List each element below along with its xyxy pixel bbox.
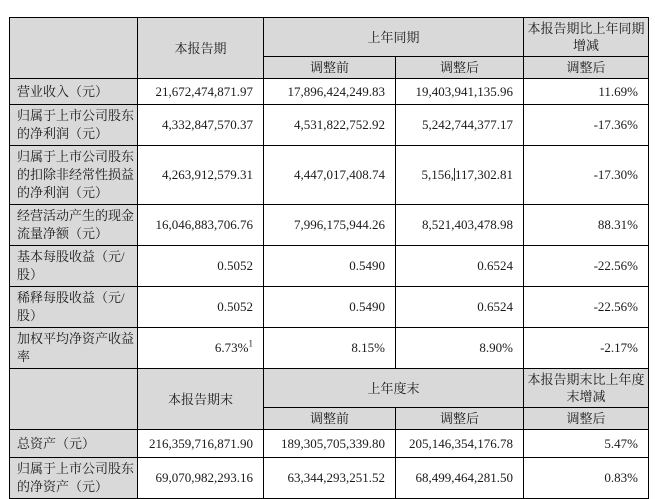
table-row-net-profit-excl-nonrecurring — [10, 146, 649, 205]
cell-adjusted-before: 0.5490 — [264, 287, 396, 328]
value-part: 117,302.81 — [454, 167, 514, 182]
row-label: 营业收入（元） — [10, 79, 138, 105]
header2-prior-year-end-group: 上年度末 — [264, 369, 524, 408]
cell-change: 0.83% — [524, 458, 649, 499]
table-row-operating-cash-flow — [10, 205, 649, 246]
cell-adjusted-after: 8.90% — [396, 328, 524, 369]
row-label: 总资产（元） — [10, 430, 138, 458]
header2-current-period-end: 本报告期末 — [138, 369, 264, 430]
cell-adjusted-after: 68,499,464,281.50 — [396, 458, 524, 499]
cell-adjusted-after: 5,242,744,377.17 — [396, 105, 524, 146]
cell-adjusted-before: 0.5490 — [264, 246, 396, 287]
cell-current: 216,359,716,871.90 — [138, 430, 264, 458]
cell-change: -17.36% — [524, 105, 649, 146]
table-row-basic-eps — [10, 246, 649, 287]
cell-change: -22.56% — [524, 287, 649, 328]
table-row-net-assets — [10, 458, 649, 499]
header-prior-period-group: 上年同期 — [264, 18, 524, 57]
cell-current: 4,332,847,570.37 — [138, 105, 264, 146]
row-label: 基本每股收益（元/股） — [10, 246, 138, 287]
cell-current — [138, 328, 264, 369]
table-row-total-assets — [10, 430, 649, 458]
footnote-marker: 1 — [248, 338, 253, 349]
header-change-group: 本报告期比上年同期增减 — [524, 18, 649, 57]
cell-adjusted-before: 7,996,175,944.26 — [264, 205, 396, 246]
row-label: 稀释每股收益（元/股） — [10, 287, 138, 328]
cell-adjusted-after: 0.6524 — [396, 246, 524, 287]
header-current-period: 本报告期 — [138, 18, 264, 79]
report-page — [0, 17, 655, 494]
row-label: 归属于上市公司股东的净资产（元） — [10, 458, 138, 499]
header-change-adjusted-after: 调整后 — [524, 57, 649, 79]
cell-adjusted-after: 0.6524 — [396, 287, 524, 328]
header2-adjusted-before: 调整前 — [264, 408, 396, 430]
cell-adjusted-after: 205,146,354,176.78 — [396, 430, 524, 458]
cell-adjusted-before: 63,344,293,251.52 — [264, 458, 396, 499]
cell-current: 21,672,474,871.97 — [138, 79, 264, 105]
header2-change-group: 本报告期末比上年度末增减 — [524, 369, 649, 408]
value-part: 5,156, — [421, 167, 454, 182]
cell-change: -17.30% — [524, 146, 649, 205]
cell-change: 5.47% — [524, 430, 649, 458]
financial-summary-table — [9, 17, 649, 499]
cell-adjusted-before: 17,896,424,249.83 — [264, 79, 396, 105]
cell-adjusted-before: 4,531,822,752.92 — [264, 105, 396, 146]
row-label: 加权平均净资产收益率 — [10, 328, 138, 369]
table-row-diluted-eps — [10, 287, 649, 328]
cell-change: -22.56% — [524, 246, 649, 287]
cell-adjusted-before: 4,447,017,408.74 — [264, 146, 396, 205]
table-row-net-profit — [10, 105, 649, 146]
header-blank-cell — [10, 18, 138, 79]
cell-current: 0.5052 — [138, 246, 264, 287]
header-adjusted-before: 调整前 — [264, 57, 396, 79]
cell-adjusted-after: 8,521,403,478.98 — [396, 205, 524, 246]
row-label: 经营活动产生的现金流量净额（元） — [10, 205, 138, 246]
table-row-weighted-avg-roe — [10, 328, 649, 369]
table-row-revenue — [10, 79, 649, 105]
header-adjusted-after: 调整后 — [396, 57, 524, 79]
cell-change: -2.17% — [524, 328, 649, 369]
header2-change-adjusted-after: 调整后 — [524, 408, 649, 430]
cell-adjusted-before: 189,305,705,339.80 — [264, 430, 396, 458]
cell-adjusted-after — [396, 146, 524, 205]
cell-current: 0.5052 — [138, 287, 264, 328]
row-label: 归属于上市公司股东的净利润（元） — [10, 105, 138, 146]
cell-change: 88.31% — [524, 205, 649, 246]
cell-adjusted-before: 8.15% — [264, 328, 396, 369]
cell-current: 16,046,883,706.76 — [138, 205, 264, 246]
header2-blank-cell — [10, 369, 138, 430]
cell-current: 69,070,982,293.16 — [138, 458, 264, 499]
cell-current: 4,263,912,579.31 — [138, 146, 264, 205]
row-label: 归属于上市公司股东的扣除非经常性损益的净利润（元） — [10, 146, 138, 205]
header2-adjusted-after: 调整后 — [396, 408, 524, 430]
cell-adjusted-after: 19,403,941,135.96 — [396, 79, 524, 105]
cell-change: 11.69% — [524, 79, 649, 105]
value-part: 6.73% — [214, 340, 249, 355]
